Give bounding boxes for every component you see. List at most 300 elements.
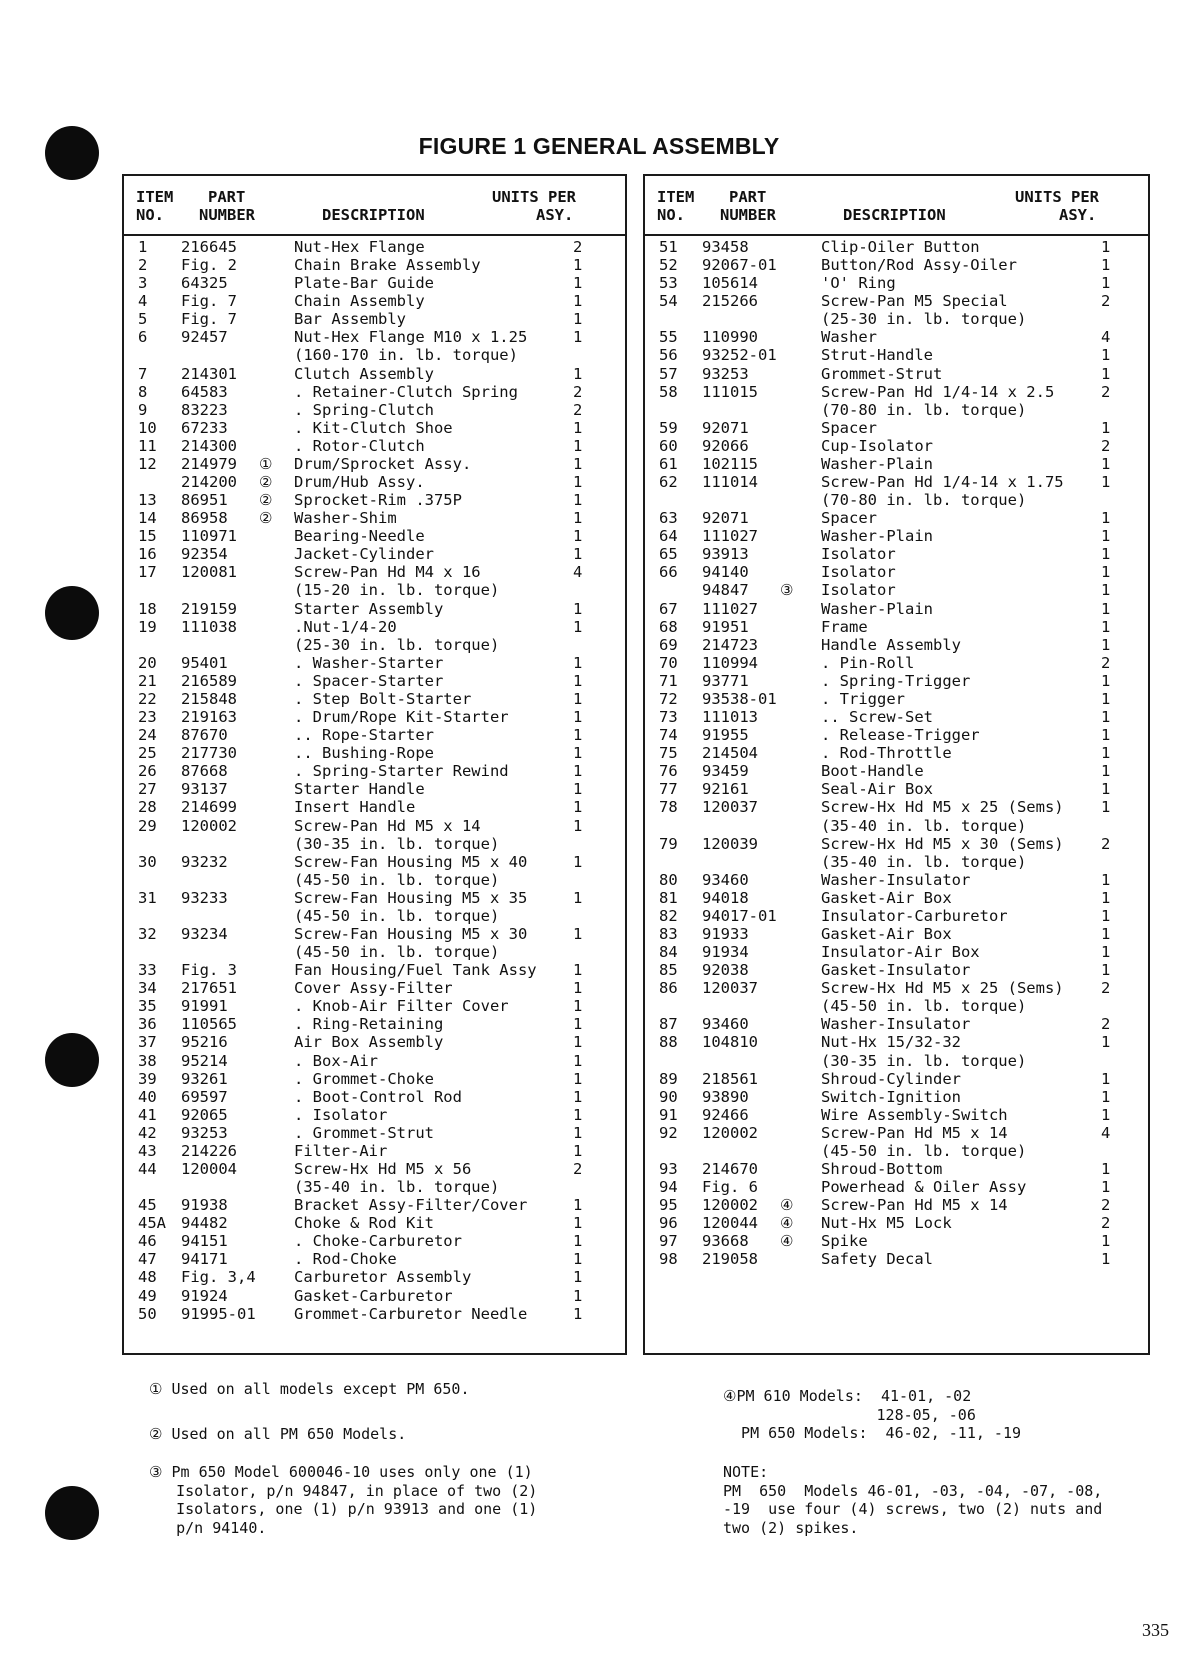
part-description: Boot-Handle [821,762,924,781]
item-number: 73 [659,708,678,727]
item-number: 34 [138,979,157,998]
footnote-note: NOTE: PM 650 Models 46-01, -03, -04, -07, -08, -19 use four (4) screws, two (2) nuts and two (2) spikes. [723,1463,1103,1537]
units-per-assembly: 1 [1101,906,1111,925]
part-description: (70-80 in. lb. torque) [821,400,1027,419]
part-number: 214200 [181,473,237,492]
item-number: 13 [138,491,157,510]
item-number: 89 [659,1069,678,1088]
part-number: Fig. 2 [181,256,237,275]
table-row [124,473,625,491]
part-description: Grommet-Carburetor Needle [294,1304,528,1323]
item-number: 30 [138,852,157,871]
part-description: Washer-Plain [821,454,933,473]
item-number: 24 [138,726,157,745]
item-number: 88 [659,1033,678,1052]
table-row [645,1015,1148,1033]
part-number: 94171 [181,1250,228,1269]
part-description: Powerhead & Oiler Assy [821,1178,1027,1197]
header-item: ITEM [136,188,174,206]
part-description: Screw-Pan Hd M5 x 14 [821,1196,1008,1215]
units-per-assembly: 1 [573,509,583,528]
part-description: Starter Handle [294,780,425,799]
table-row [645,1033,1148,1051]
part-number: 91991 [181,997,228,1016]
units-per-assembly: 1 [1101,509,1111,528]
item-number: 14 [138,509,157,528]
units-per-assembly: 4 [1101,1123,1111,1142]
table-row [645,328,1148,346]
table-row [124,328,625,346]
part-number: 94151 [181,1232,228,1251]
part-number: 110990 [702,328,758,347]
units-per-assembly: 1 [573,997,583,1016]
part-description: . Trigger [821,689,905,708]
units-per-assembly: 1 [1101,473,1111,492]
part-number: 120037 [702,798,758,817]
item-number: 55 [659,328,678,347]
table-row [645,726,1148,744]
table-row [124,310,625,328]
part-number: 95216 [181,1033,228,1052]
header-no: NO. [657,206,685,224]
part-number: 111038 [181,617,237,636]
part-description: . Kit-Clutch Shoe [294,418,453,437]
units-per-assembly: 1 [573,1015,583,1034]
part-number: 93890 [702,1087,749,1106]
part-description: . Rotor-Clutch [294,436,425,455]
part-number: 91934 [702,943,749,962]
units-per-assembly: 1 [1101,726,1111,745]
item-number: 85 [659,961,678,980]
part-description: (30-35 in. lb. torque) [294,834,500,853]
part-description: (45-50 in. lb. torque) [294,870,500,889]
item-number: 95 [659,1196,678,1215]
part-number: 111027 [702,599,758,618]
units-per-assembly: 1 [1101,943,1111,962]
item-number: 49 [138,1286,157,1305]
part-description: 'O' Ring [821,274,896,293]
part-description: Cover Assy-Filter [294,979,453,998]
part-number: 86951 [181,491,228,510]
part-description: Sprocket-Rim .375P [294,491,462,510]
part-description: Bar Assembly [294,310,406,329]
footnote-4: ④PM 610 Models: 41-01, -02 128-05, -06 PM 650 Models: 46-02, -11, -19 [723,1387,1022,1442]
part-description: Plate-Bar Guide [294,274,434,293]
table-header [124,176,625,236]
item-number: 51 [659,238,678,256]
item-number: 74 [659,726,678,745]
part-description: Fan Housing/Fuel Tank Assy [294,961,537,980]
units-per-assembly: 2 [573,400,583,419]
part-number: 111015 [702,382,758,401]
part-number: 92071 [702,418,749,437]
units-per-assembly: 2 [1101,653,1111,672]
units-per-assembly: 1 [573,1033,583,1052]
part-description: Switch-Ignition [821,1087,961,1106]
part-description: . Boot-Control Rod [294,1087,462,1106]
table-row [124,871,625,889]
part-number: 87670 [181,726,228,745]
table-row [124,1196,625,1214]
part-number: 86958 [181,509,228,528]
binder-hole [45,586,99,640]
item-number: 31 [138,888,157,907]
part-description: (45-50 in. lb. torque) [294,906,500,925]
item-number: 66 [659,563,678,582]
item-number: 12 [138,454,157,473]
table-row [124,726,625,744]
units-per-assembly: 1 [573,888,583,907]
part-number: 93232 [181,852,228,871]
part-description: Screw-Pan Hd 1/4-14 x 1.75 [821,473,1064,492]
table-row [645,979,1148,997]
item-number: 43 [138,1141,157,1160]
table-row [124,238,625,256]
part-description: Cup-Isolator [821,436,933,455]
part-description: Isolator [821,581,896,600]
part-description: Screw-Hx Hd M5 x 25 (Sems) [821,798,1064,817]
footnote-marker: ④ [780,1196,794,1215]
units-per-assembly: 2 [573,382,583,401]
part-number: 93913 [702,545,749,564]
units-per-assembly: 1 [573,708,583,727]
part-number: 214504 [702,744,758,763]
part-number: 214979 [181,454,237,473]
part-description: Shroud-Cylinder [821,1069,961,1088]
item-number: 60 [659,436,678,455]
table-row [645,1178,1148,1196]
item-number: 35 [138,997,157,1016]
part-description: Screw-Pan Hd M4 x 16 [294,563,481,582]
item-number: 63 [659,509,678,528]
binder-hole [45,1486,99,1540]
item-number: 53 [659,274,678,293]
table-row [124,274,625,292]
table-row [124,1178,625,1196]
part-number: 93253 [702,364,749,383]
item-number: 15 [138,527,157,546]
part-number: 214300 [181,436,237,455]
part-description: Isolator [821,563,896,582]
part-description: Spacer [821,418,877,437]
header-description: DESCRIPTION [843,206,946,224]
footnote-2: ② Used on all PM 650 Models. [149,1425,407,1443]
table-row [124,581,625,599]
units-per-assembly: 1 [1101,454,1111,473]
part-description: Screw-Hx Hd M5 x 25 (Sems) [821,979,1064,998]
item-number: 86 [659,979,678,998]
part-description: . Spring-Trigger [821,671,971,690]
item-number: 90 [659,1087,678,1106]
part-description: (45-50 in. lb. torque) [821,997,1027,1016]
units-per-assembly: 1 [1101,961,1111,980]
table-row [645,437,1148,455]
item-number: 47 [138,1250,157,1269]
table-row [124,1015,625,1033]
units-per-assembly: 1 [1101,599,1111,618]
part-number: 92038 [702,961,749,980]
part-number: 93137 [181,780,228,799]
units-per-assembly: 2 [1101,436,1111,455]
item-number: 40 [138,1087,157,1106]
item-number: 65 [659,545,678,564]
table-row [645,636,1148,654]
item-number: 20 [138,653,157,672]
item-number: 61 [659,454,678,473]
table-row [645,798,1148,816]
part-description: Shroud-Bottom [821,1159,943,1178]
units-per-assembly: 2 [1101,382,1111,401]
table-row [645,1142,1148,1160]
part-description: (25-30 in. lb. torque) [821,310,1027,329]
part-number: 93460 [702,870,749,889]
part-description: . Spring-Clutch [294,400,434,419]
item-number: 3 [138,274,148,293]
part-description: .. Bushing-Rope [294,744,434,763]
units-per-assembly: 1 [573,545,583,564]
part-number: 120081 [181,563,237,582]
table-row [645,835,1148,853]
header-part: PART [729,188,767,206]
part-number: 92161 [702,780,749,799]
units-per-assembly: 1 [573,1250,583,1269]
part-description: Screw-Pan Hd M5 x 14 [294,816,481,835]
part-description: . Knob-Air Filter Cover [294,997,509,1016]
units-per-assembly: 1 [1101,1232,1111,1251]
part-number: 120002 [181,816,237,835]
units-per-assembly: 1 [1101,924,1111,943]
item-number: 54 [659,292,678,311]
units-per-assembly: 1 [1101,1178,1111,1197]
units-per-assembly: 1 [573,1105,583,1124]
units-per-assembly: 1 [573,256,583,275]
part-description: (45-50 in. lb. torque) [821,1141,1027,1160]
part-description: Gasket-Insulator [821,961,971,980]
table-row [124,762,625,780]
part-description: Spacer [821,509,877,528]
header-number: NUMBER [199,206,255,224]
units-per-assembly: 1 [573,689,583,708]
units-per-assembly: 1 [573,1232,583,1251]
part-number: 93234 [181,924,228,943]
table-row [645,274,1148,292]
table-row [124,1052,625,1070]
units-per-assembly: 1 [573,780,583,799]
units-per-assembly: 2 [1101,1214,1111,1233]
part-number: 214699 [181,798,237,817]
part-description: . Pin-Roll [821,653,915,672]
table-row [124,654,625,672]
part-number: 83223 [181,400,228,419]
item-number: 44 [138,1159,157,1178]
item-number: 77 [659,780,678,799]
item-number: 92 [659,1123,678,1142]
units-per-assembly: 1 [573,454,583,473]
part-description: . Step Bolt-Starter [294,689,472,708]
units-per-assembly: 1 [1101,545,1111,564]
table-row [645,672,1148,690]
item-number: 10 [138,418,157,437]
units-per-assembly: 2 [1101,1196,1111,1215]
table-row [645,618,1148,636]
table-row [645,473,1148,491]
part-number: 94018 [702,888,749,907]
units-per-assembly: 1 [573,1051,583,1070]
table-row [124,618,625,636]
units-per-assembly: 1 [573,726,583,745]
units-per-assembly: 1 [1101,762,1111,781]
table-row [124,889,625,907]
item-number: 29 [138,816,157,835]
units-per-assembly: 1 [1101,780,1111,799]
item-number: 27 [138,780,157,799]
item-number: 94 [659,1178,678,1197]
table-row [645,907,1148,925]
item-number: 57 [659,364,678,383]
units-per-assembly: 1 [1101,888,1111,907]
part-number: 215266 [702,292,758,311]
part-description: Safety Decal [821,1250,933,1269]
table-row [124,1268,625,1286]
part-number: 94140 [702,563,749,582]
part-number: 93233 [181,888,228,907]
item-number: 80 [659,870,678,889]
table-row [124,545,625,563]
units-per-assembly: 1 [1101,708,1111,727]
table-row [645,1250,1148,1268]
part-description: Gasket-Air Box [821,888,952,907]
part-description: . Spacer-Starter [294,671,444,690]
table-row [645,654,1148,672]
header-no: NO. [136,206,164,224]
item-number: 7 [138,364,148,383]
header-units-per: UNITS PER [1015,188,1099,206]
header-asy: ASY. [1059,206,1097,224]
item-number: 28 [138,798,157,817]
table-row [645,1088,1148,1106]
units-per-assembly: 1 [1101,635,1111,654]
part-description: Insulator-Air Box [821,943,980,962]
table-row [124,979,625,997]
part-description: Spike [821,1232,868,1251]
table-row [124,744,625,762]
item-number: 45A [138,1214,166,1233]
table-row [124,817,625,835]
part-number: 105614 [702,274,758,293]
part-description: Filter-Air [294,1141,388,1160]
units-per-assembly: 1 [1101,364,1111,383]
units-per-assembly: 1 [573,1069,583,1088]
units-per-assembly: 1 [1101,346,1111,365]
table-row [124,925,625,943]
footnote-marker: ② [259,473,273,492]
part-description: Washer-Insulator [821,870,971,889]
table-row [645,509,1148,527]
units-per-assembly: 1 [573,436,583,455]
units-per-assembly: 1 [1101,870,1111,889]
part-number: 93771 [702,671,749,690]
item-number: 79 [659,834,678,853]
part-number: 218561 [702,1069,758,1088]
table-row [124,835,625,853]
part-description: Chain Assembly [294,292,425,311]
part-description: Screw-Fan Housing M5 x 35 [294,888,528,907]
part-number: 110565 [181,1015,237,1034]
item-number: 84 [659,943,678,962]
part-number: 111027 [702,527,758,546]
part-number: 214301 [181,364,237,383]
table-row [124,636,625,654]
units-per-assembly: 1 [573,852,583,871]
units-per-assembly: 1 [1101,1033,1111,1052]
units-per-assembly: 1 [573,1196,583,1215]
part-description: Washer-Shim [294,509,397,528]
units-per-assembly: 1 [573,364,583,383]
part-number: 120037 [702,979,758,998]
table-row [124,256,625,274]
table-row [124,419,625,437]
table-row [124,780,625,798]
table-row [124,600,625,618]
part-number: 216645 [181,238,237,256]
header-units-per: UNITS PER [492,188,576,206]
footnote-marker: ④ [780,1214,794,1233]
units-per-assembly: 1 [573,816,583,835]
units-per-assembly: 1 [573,1087,583,1106]
part-description: (35-40 in. lb. torque) [821,816,1027,835]
item-number: 17 [138,563,157,582]
item-number: 37 [138,1033,157,1052]
part-description: Handle Assembly [821,635,961,654]
footnote-marker: ③ [780,581,794,600]
part-description: Screw-Fan Housing M5 x 30 [294,924,528,943]
table-row [645,1106,1148,1124]
table-row [645,527,1148,545]
table-row [124,1305,625,1323]
part-number: 120004 [181,1159,237,1178]
part-description: (70-80 in. lb. torque) [821,491,1027,510]
table-row [645,401,1148,419]
part-number: Fig. 7 [181,310,237,329]
item-number: 19 [138,617,157,636]
table-row [645,581,1148,599]
part-description: Screw-Fan Housing M5 x 40 [294,852,528,871]
part-number: 91933 [702,924,749,943]
item-number: 22 [138,689,157,708]
item-number: 42 [138,1123,157,1142]
units-per-assembly: 1 [573,328,583,347]
item-number: 21 [138,671,157,690]
part-number: 92065 [181,1105,228,1124]
units-per-assembly: 1 [1101,563,1111,582]
part-number: 104810 [702,1033,758,1052]
part-number: 217651 [181,979,237,998]
part-description: . Rod-Choke [294,1250,397,1269]
part-description: Isolator [821,545,896,564]
units-per-assembly: 2 [573,1159,583,1178]
table-row [124,708,625,726]
part-description: (35-40 in. lb. torque) [821,852,1027,871]
table-row [124,1142,625,1160]
part-description: . Isolator [294,1105,388,1124]
units-per-assembly: 1 [1101,798,1111,817]
table-row [124,1232,625,1250]
part-number: 93668 [702,1232,749,1251]
table-row [124,1106,625,1124]
part-number: 120002 [702,1196,758,1215]
part-number: 93459 [702,762,749,781]
units-per-assembly: 1 [573,798,583,817]
